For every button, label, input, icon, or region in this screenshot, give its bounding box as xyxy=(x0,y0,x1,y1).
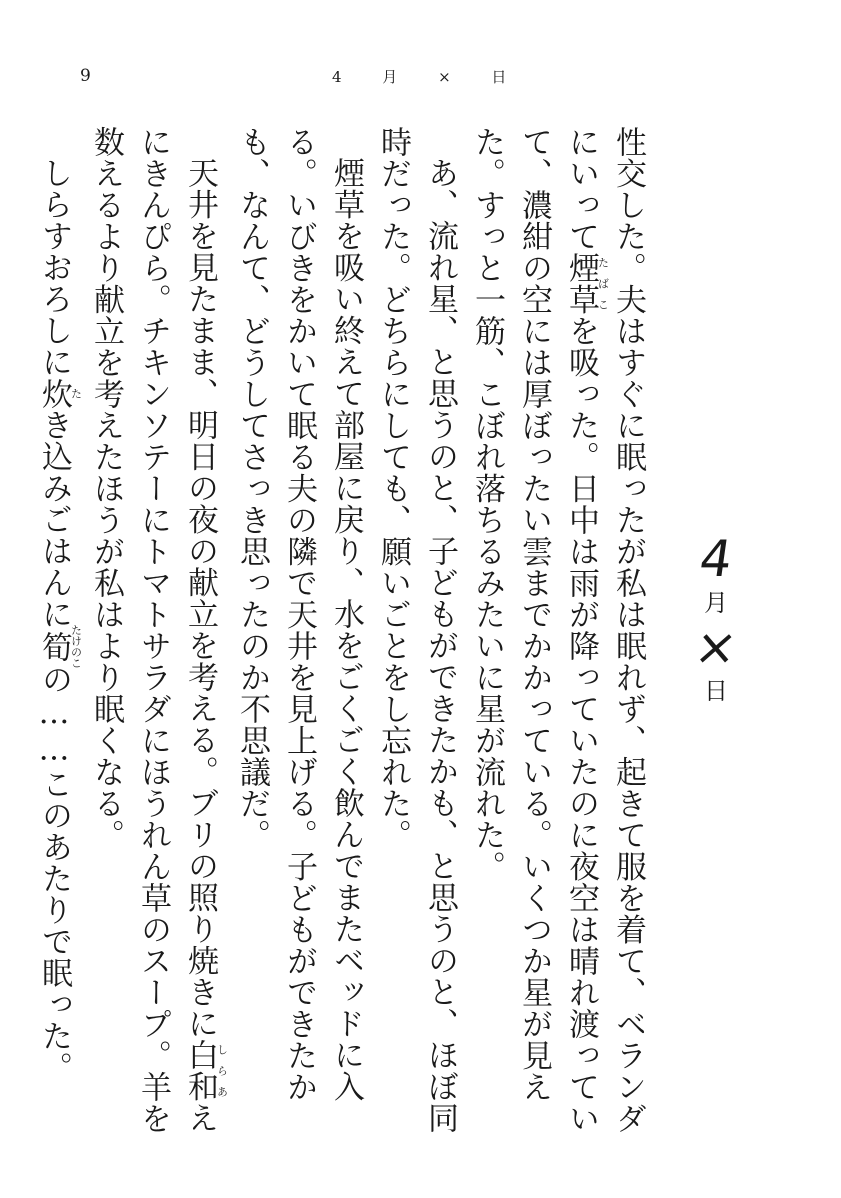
chapter-month-number: 4 xyxy=(696,530,736,588)
paragraph-5-text-a: しらすおろしに xyxy=(36,157,72,378)
chapter-month-unit: 月 xyxy=(704,589,728,617)
running-title: 4 月 × 日 xyxy=(332,68,525,86)
chapter-day-unit: 日 xyxy=(704,677,728,705)
page-number: 9 xyxy=(80,66,91,86)
ruby-takenoko-reading: たけのこ xyxy=(69,624,83,669)
paragraph-4-text-b: えにきんぴら。チキンソテーにトマトサラダにほうれん草のスープ。羊を数えるより献立を考えたほうが私はより眠くなる。 xyxy=(88,126,218,1134)
ruby-takenoko xyxy=(36,624,83,669)
paragraph-1 xyxy=(463,126,651,1146)
paragraph-1-text-a: 性交した。夫はすぐに眠ったが私は眠れず、起きて服を着て、ベランダにいって xyxy=(563,126,646,1134)
paragraph-4-text-a: 天井を見たまま、明日の夜の献立を考える。ブリの照り焼きに xyxy=(182,157,218,1039)
paragraph-3: 煙草を吸い終えて部屋に戻り、水をごくごく飲んでまたベッドに入る。いびきをかいて眠る夫の隣で天井を見上げる。子どもができたかも、なんて、どうしてさっき思ったのか不思議だ。 xyxy=(234,126,364,1103)
ruby-taki-base: 炊 xyxy=(36,377,72,409)
ruby-shiraae xyxy=(182,1039,229,1102)
paragraph-2: あ、流れ星、と思うのと、子どもができたかも、と思うのと、ほぼ同時だった。どちらにしても、願いごとをし忘れた。 xyxy=(375,126,458,1134)
paragraph-5-text-b: き込みごはんに xyxy=(36,409,72,630)
ruby-takenoko-base: 筍 xyxy=(36,624,72,669)
paragraph-5-text-c: の……このあたりで眠った。 xyxy=(36,663,72,1083)
body-text xyxy=(36,126,651,1146)
chapter-heading xyxy=(688,532,744,708)
ruby-tabako-base: 煙草 xyxy=(563,252,599,315)
ruby-taki-reading: た xyxy=(69,377,83,409)
chapter-day-mark: × xyxy=(690,618,742,676)
paragraph-5 xyxy=(30,126,82,1146)
paragraph-1-text-b: を吸った。日中は雨が降っていたのに夜空は晴れ渡っていて、濃紺の空には厚ぼったい雲までかかっている。いくつか星が見えた。すっと一筋、こぼれ落ちるみたいに星が流れた。 xyxy=(469,126,599,1134)
paragraph-4 xyxy=(82,126,228,1146)
ruby-shiraae-base: 白和 xyxy=(182,1039,218,1102)
ruby-shiraae-reading: しらあ xyxy=(215,1039,229,1102)
ruby-tabako xyxy=(563,252,610,315)
ruby-tabako-reading: たばこ xyxy=(596,252,610,315)
ruby-taki xyxy=(36,377,83,410)
